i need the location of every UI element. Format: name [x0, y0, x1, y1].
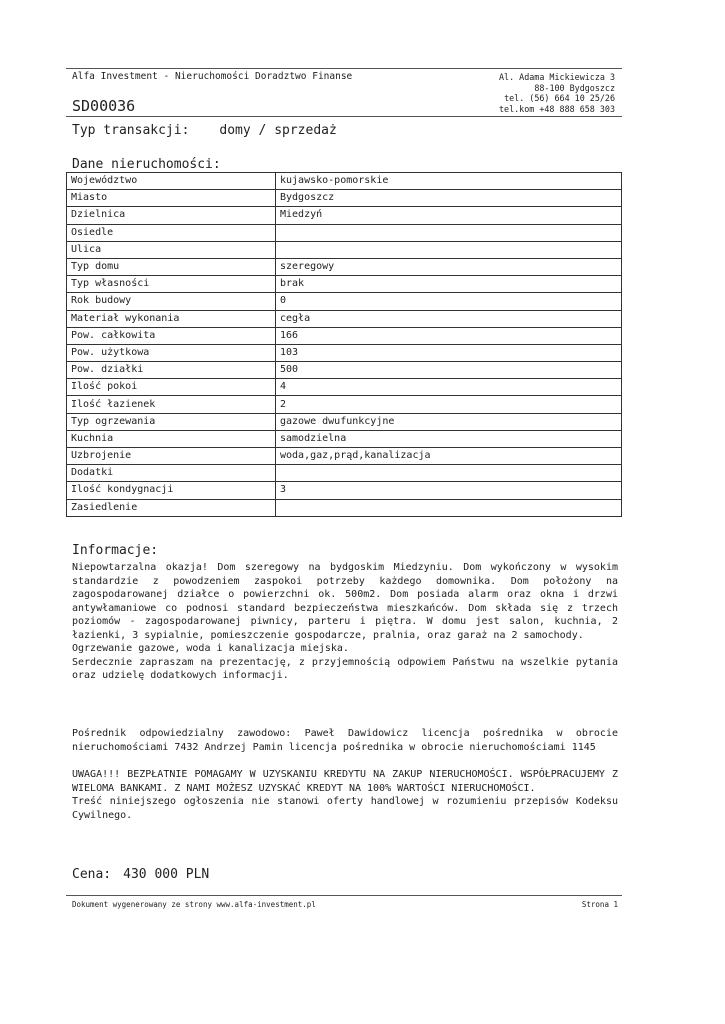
- property-value: 2: [276, 396, 622, 413]
- table-row: [67, 224, 622, 241]
- legal-disclaimer: Treść niniejszego ogłoszenia nie stanowi oferty handlowej w rozumieniu przepisów Kodeksu Cywilnego.: [72, 796, 618, 821]
- address-mobile: tel.kom +48 888 658 303: [499, 103, 615, 114]
- property-key: Ilość pokoi: [67, 379, 276, 396]
- footer-source: Dokument wygenerowany ze strony www.alfa-investment.pl: [72, 900, 316, 909]
- company-address: [499, 72, 615, 114]
- property-key: Ilość kondygnacji: [67, 482, 276, 499]
- property-value: szeregowy: [276, 258, 622, 275]
- price-value: 430 000 PLN: [123, 867, 210, 882]
- table-row: [67, 413, 622, 430]
- property-value: Miedzyń: [276, 207, 622, 224]
- property-key: Materiał wykonania: [67, 310, 276, 327]
- property-key: Pow. użytkowa: [67, 344, 276, 361]
- price: [72, 867, 209, 882]
- property-value: gazowe dwufunkcyjne: [276, 413, 622, 430]
- table-row: [67, 293, 622, 310]
- table-row: [67, 379, 622, 396]
- header-rule: [66, 116, 622, 117]
- agent-info: Pośrednik odpowiedzialny zawodowo: Paweł Dawidowicz licencja pośrednika w obrocie nieruchomościami 7432 Andrzej Pamin licencja pośrednika w obrocie nieruchomościami 1145: [72, 728, 618, 753]
- top-rule: [66, 68, 622, 69]
- table-row: [67, 344, 622, 361]
- table-row: [67, 173, 622, 190]
- property-key: Pow. działki: [67, 362, 276, 379]
- table-row: [67, 362, 622, 379]
- property-table: [66, 172, 622, 517]
- transaction-label: Typ transakcji:: [72, 123, 190, 138]
- property-value: 4: [276, 379, 622, 396]
- property-value: woda,gaz,prąd,kanalizacja: [276, 448, 622, 465]
- info-description: [72, 561, 618, 683]
- table-row: [67, 465, 622, 482]
- table-row: [67, 190, 622, 207]
- property-key: Miasto: [67, 190, 276, 207]
- property-key: Województwo: [67, 173, 276, 190]
- table-row: [67, 241, 622, 258]
- table-row: [67, 207, 622, 224]
- table-row: [67, 448, 622, 465]
- property-value: 103: [276, 344, 622, 361]
- credit-warning: UWAGA!!! BEZPŁATNIE POMAGAMY W UZYSKANIU KREDYTU NA ZAKUP NIERUCHOMOŚCI. WSPÓŁPRACUJEMY Z WIELOMA BANKAMI. Z NAMI MOŻESZ UZYSKAĆ KREDYT NA 100% WARTOŚCI NIERUCHOMOŚCI.: [72, 769, 618, 794]
- address-city: 88-100 Bydgoszcz: [534, 82, 615, 93]
- property-key: Typ domu: [67, 258, 276, 275]
- info-paragraph: Serdecznie zapraszam na prezentację, z przyjemnością odpowiem Państwu na wszelkie pytania oraz udzielę dodatkowych informacji.: [72, 656, 618, 681]
- table-row: [67, 276, 622, 293]
- table-row: [67, 430, 622, 447]
- table-row: [67, 310, 622, 327]
- property-key: Dodatki: [67, 465, 276, 482]
- company-name: Alfa Investment - Nieruchomości Doradztwo Finanse: [72, 71, 353, 82]
- info-paragraph: Ogrzewanie gazowe, woda i kanalizacja miejska.: [72, 643, 349, 654]
- property-value: cegła: [276, 310, 622, 327]
- address-phone: tel. (56) 664 10 25/26: [504, 93, 615, 103]
- price-label: Cena:: [72, 867, 112, 882]
- property-key: Rok budowy: [67, 293, 276, 310]
- address-street: Al. Adama Mickiewicza 3: [499, 72, 615, 82]
- property-value: [276, 224, 622, 241]
- property-value: [276, 241, 622, 258]
- property-value: samodzielna: [276, 430, 622, 447]
- property-value: brak: [276, 276, 622, 293]
- table-row: [67, 327, 622, 344]
- property-value: 3: [276, 482, 622, 499]
- property-key: Typ własności: [67, 276, 276, 293]
- document-id: SD00036: [72, 97, 136, 115]
- property-value: Bydgoszcz: [276, 190, 622, 207]
- property-key: Dzielnica: [67, 207, 276, 224]
- info-paragraph: Niepowtarzalna okazja! Dom szeregowy na bydgoskim Miedzyniu. Dom wykończony w wysokim standardzie z powodzeniem zaspokoi potrzeby każdego domownika. Dom położony na zagospodarowanej działce o powierzchni ok. 500m2. Dom posiada alarm oraz okna i drzwi antywłamaniowe co podnosi standard bezpieczeństwa mieszkańców. Dom składa się z trzech poziomów - zagospodarowanej piwnicy, parteru i piętra. W domu jest salon, kuchnia, 2 łazienki, 3 sypialnie, pomieszczenie gospodarcze, pralnia, oraz garaż na 2 samochody.: [72, 562, 618, 641]
- property-key: Ulica: [67, 241, 276, 258]
- property-value: kujawsko-pomorskie: [276, 173, 622, 190]
- credit-notice: [72, 768, 618, 822]
- property-key: Uzbrojenie: [67, 448, 276, 465]
- info-section-title: Informacje:: [72, 543, 159, 558]
- property-value: 166: [276, 327, 622, 344]
- transaction-value: domy / sprzedaż: [219, 123, 337, 138]
- property-key: Kuchnia: [67, 430, 276, 447]
- property-value: [276, 499, 622, 516]
- property-key: Ilość łazienek: [67, 396, 276, 413]
- property-section-title: Dane nieruchomości:: [72, 157, 221, 172]
- property-value: 500: [276, 362, 622, 379]
- property-key: Zasiedlenie: [67, 499, 276, 516]
- table-row: [67, 258, 622, 275]
- table-row: [67, 482, 622, 499]
- property-value: [276, 465, 622, 482]
- table-row: [67, 499, 622, 516]
- property-key: Pow. całkowita: [67, 327, 276, 344]
- property-key: Typ ogrzewania: [67, 413, 276, 430]
- table-row: [67, 396, 622, 413]
- footer-page-number: Strona 1: [581, 900, 618, 909]
- property-value: 0: [276, 293, 622, 310]
- transaction-type: [72, 123, 337, 138]
- property-key: Osiedle: [67, 224, 276, 241]
- footer-rule: [66, 895, 622, 896]
